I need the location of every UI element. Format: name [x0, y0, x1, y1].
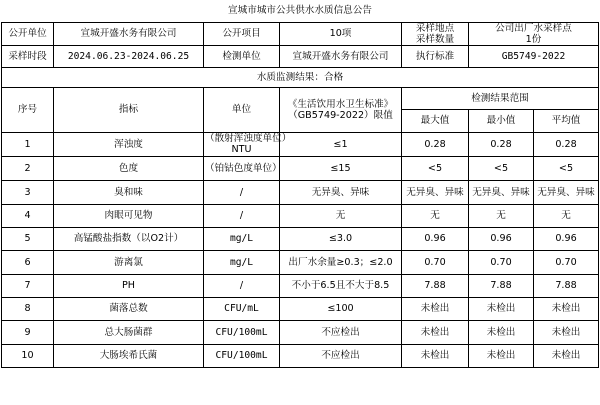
row-seq: 3	[2, 180, 54, 204]
row-limit: 不应检出	[280, 320, 402, 344]
table-row	[2, 320, 599, 344]
row-unit: CFU/100mL	[204, 344, 280, 367]
table-row	[2, 204, 599, 227]
time-value: 2024.06.23-2024.06.25	[54, 45, 204, 67]
row-limit: ≤3.0	[280, 227, 402, 250]
row-unit: mg/L	[204, 250, 280, 274]
header-limit-line-2: （GB5749-2022）限值	[288, 109, 393, 121]
row-unit: CFU/mL	[204, 297, 280, 320]
row-unit: /	[204, 204, 280, 227]
row-indicator: 游离氯	[54, 250, 204, 274]
row-indicator: 大肠埃希氏菌	[54, 344, 204, 367]
row-indicator: 臭和味	[54, 180, 204, 204]
row-unit: mg/L	[204, 227, 280, 250]
sample-count-label: 采样数量	[415, 33, 455, 45]
sample-location-label: 采样地点	[415, 22, 455, 34]
sample-location-value: 公司出厂水采样点	[495, 22, 572, 34]
row-seq: 10	[2, 344, 54, 367]
header-limit-line-1: 《生活饮用水卫生标准》	[287, 98, 394, 110]
row-indicator: PH	[54, 274, 204, 297]
row-avg: <5	[534, 156, 599, 180]
row-min: 0.96	[469, 227, 534, 250]
row-avg: 未检出	[534, 297, 599, 320]
sample-label	[402, 22, 469, 45]
row-max: 未检出	[402, 297, 469, 320]
header-avg: 平均值	[534, 109, 599, 132]
row-unit-line-1: （散射浑浊度单位）	[205, 133, 292, 144]
row-max: 未检出	[402, 320, 469, 344]
header-indicator: 指标	[54, 87, 204, 132]
row-min: 未检出	[469, 297, 534, 320]
row-limit: 不应检出	[280, 344, 402, 367]
header-range: 检测结果范围	[402, 87, 599, 109]
row-avg: 无异臭、异味	[534, 180, 599, 204]
table-row	[2, 344, 599, 367]
row-seq: 5	[2, 227, 54, 250]
row-limit: ≤15	[280, 156, 402, 180]
row-avg: 0.28	[534, 132, 599, 156]
unit-value: 宣城开盛水务有限公司	[54, 22, 204, 45]
row-indicator: 肉眼可见物	[54, 204, 204, 227]
row-seq: 7	[2, 274, 54, 297]
row-max: 无	[402, 204, 469, 227]
table-row	[2, 227, 599, 250]
row-max: 0.70	[402, 250, 469, 274]
row-limit: 不小于6.5且不大于8.5	[280, 274, 402, 297]
row-unit-line-2: NTU	[231, 144, 252, 155]
sample-value	[469, 22, 599, 45]
row-unit: /	[204, 274, 280, 297]
row-avg: 0.70	[534, 250, 599, 274]
row-max: 未检出	[402, 344, 469, 367]
row-avg: 无	[534, 204, 599, 227]
row-min: 未检出	[469, 320, 534, 344]
row-seq: 4	[2, 204, 54, 227]
row-min: 0.70	[469, 250, 534, 274]
notice-title: 宣城市城市公共供水水质信息公告	[228, 5, 372, 17]
row-seq: 6	[2, 250, 54, 274]
row-max: 无异臭、异味	[402, 180, 469, 204]
row-avg: 7.88	[534, 274, 599, 297]
row-unit: CFU/100mL	[204, 320, 280, 344]
dept-label: 检测单位	[204, 45, 280, 67]
row-max: 0.28	[402, 132, 469, 156]
dept-value: 宣城开盛水务有限公司	[280, 45, 402, 67]
result-line: 水质监测结果：合格	[2, 67, 599, 87]
row-min: 0.28	[469, 132, 534, 156]
data-rows	[2, 132, 599, 367]
std-value: GB5749-2022	[469, 45, 599, 67]
items-label: 公开项目	[204, 22, 280, 45]
row-unit	[204, 156, 280, 180]
row-avg: 0.96	[534, 227, 599, 250]
table-row	[2, 156, 599, 180]
row-max: <5	[402, 156, 469, 180]
items-value: 10项	[280, 22, 402, 45]
row-limit: ≤1	[280, 132, 402, 156]
header-seq: 序号	[2, 87, 54, 132]
header-max: 最大值	[402, 109, 469, 132]
row-seq: 1	[2, 132, 54, 156]
row-min: 无异臭、异味	[469, 180, 534, 204]
row-indicator: 菌落总数	[54, 297, 204, 320]
table-row	[2, 297, 599, 320]
row-limit: 无	[280, 204, 402, 227]
row-indicator: 浑浊度	[54, 132, 204, 156]
row-limit: 出厂水余量≥0.3；≤2.0	[280, 250, 402, 274]
row-seq: 2	[2, 156, 54, 180]
row-min: 7.88	[469, 274, 534, 297]
row-min: 未检出	[469, 344, 534, 367]
header-limit	[280, 87, 402, 132]
header-unit: 单位	[204, 87, 280, 132]
row-seq: 9	[2, 320, 54, 344]
row-limit: 无异臭、异味	[280, 180, 402, 204]
row-indicator: 总大肠菌群	[54, 320, 204, 344]
row-seq: 8	[2, 297, 54, 320]
row-indicator: 色度	[54, 156, 204, 180]
info-row-2	[2, 45, 599, 67]
time-label: 采样时段	[2, 45, 54, 67]
row-indicator: 高锰酸盐指数（以O2计）	[54, 227, 204, 250]
row-max: 0.96	[402, 227, 469, 250]
row-unit-line-1: （铂钴色度单位）	[205, 162, 282, 174]
row-avg: 未检出	[534, 344, 599, 367]
info-row-1	[2, 22, 599, 45]
row-min: 无	[469, 204, 534, 227]
row-unit	[204, 132, 292, 156]
notice-table	[1, 0, 599, 368]
row-min: <5	[469, 156, 534, 180]
sample-count-value: 1份	[525, 33, 542, 45]
row-unit: /	[204, 180, 280, 204]
header-min: 最小值	[469, 109, 534, 132]
std-label: 执行标准	[402, 45, 469, 67]
row-avg: 未检出	[534, 320, 599, 344]
table-row	[2, 180, 599, 204]
table-row	[2, 274, 599, 297]
row-max: 7.88	[402, 274, 469, 297]
header-row-1	[2, 87, 599, 109]
unit-label: 公开单位	[2, 22, 54, 45]
row-limit: ≤100	[280, 297, 402, 320]
table-row	[2, 250, 599, 274]
table-row	[2, 132, 599, 156]
